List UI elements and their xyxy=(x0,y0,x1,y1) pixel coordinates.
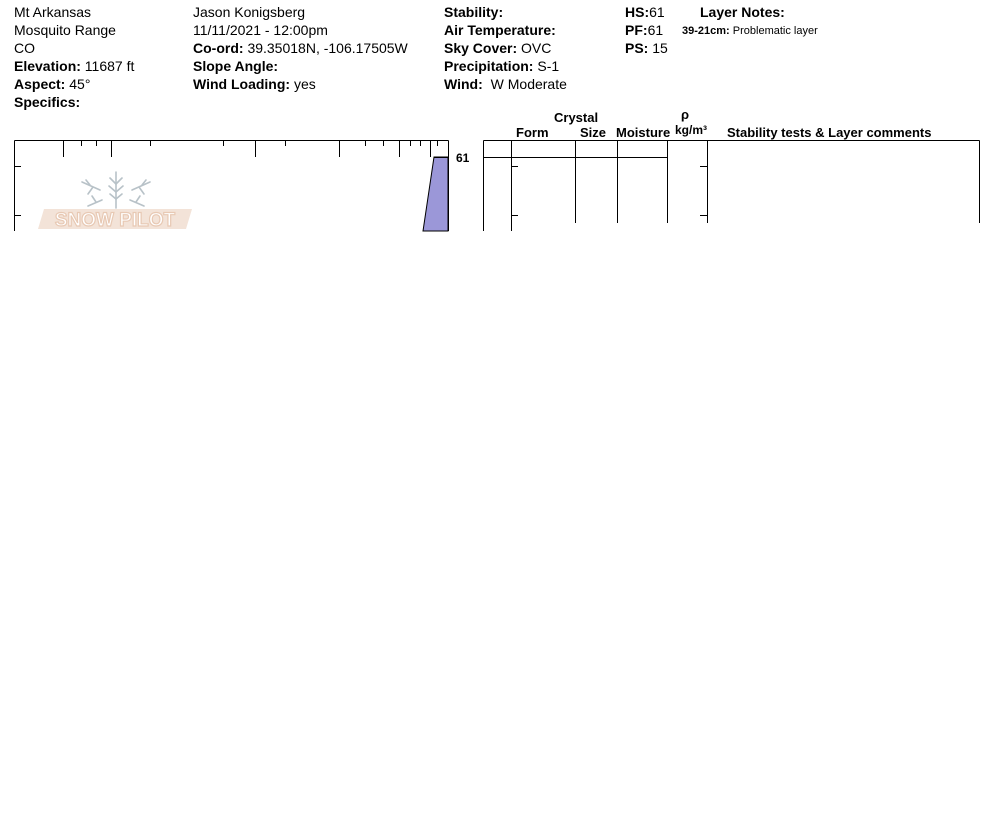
ps-label: PS: xyxy=(625,40,649,56)
aspect-label: Aspect: xyxy=(14,76,66,92)
hardness-fill xyxy=(423,157,448,231)
air-temperature-label: Air Temperature: xyxy=(444,22,556,38)
layer-notes-title: Layer Notes: xyxy=(700,4,785,20)
density-unit-header: kg/m³ xyxy=(675,123,708,137)
pf-label: PF: xyxy=(625,22,648,38)
sky-cover-value: OVC xyxy=(521,40,552,56)
layer-note-range: 39-21cm: xyxy=(682,25,730,37)
specifics-label: Specifics: xyxy=(14,94,81,110)
hs-value: 61 xyxy=(649,4,665,20)
top-depth-label: 61 xyxy=(456,151,470,165)
snowflake-icon xyxy=(82,172,150,208)
aspect-value: 45° xyxy=(69,76,91,92)
layer-table-grid xyxy=(484,141,980,232)
hs-label: HS: xyxy=(625,4,650,20)
observation-datetime: 11/11/2021 - 12:00pm xyxy=(193,22,328,38)
wind-label: Wind: xyxy=(444,76,483,92)
size-header: Size xyxy=(580,125,607,140)
form-header: Form xyxy=(516,125,549,140)
stability-label: Stability: xyxy=(444,4,504,20)
coord-label: Co-ord: xyxy=(193,40,244,56)
density-rho-header: ρ xyxy=(681,107,690,122)
sky-cover-label: Sky Cover: xyxy=(444,40,518,56)
wind-loading-label: Wind Loading: xyxy=(193,76,291,92)
crystal-header: Crystal xyxy=(554,110,599,125)
pf-value: 61 xyxy=(647,22,664,38)
logo-text: SNOW PILOT xyxy=(54,210,176,231)
elevation-value: 11687 ft xyxy=(84,58,135,74)
precipitation-label: Precipitation: xyxy=(444,58,534,74)
ps-value: 15 xyxy=(652,40,668,56)
state: CO xyxy=(14,40,35,56)
wind-loading-value: yes xyxy=(293,76,316,92)
coord-value: 39.35018N, -106.17505W xyxy=(247,40,408,56)
observer-name: Jason Konigsberg xyxy=(193,4,306,20)
wind-value: W Moderate xyxy=(490,76,567,92)
moisture-header: Moisture xyxy=(616,125,671,140)
elevation-label: Elevation: xyxy=(14,58,81,74)
comments-header: Stability tests & Layer comments xyxy=(727,125,932,140)
snow-pilot-logo xyxy=(38,172,192,231)
mountain-range: Mosquito Range xyxy=(14,22,116,38)
precipitation-value: S-1 xyxy=(537,58,560,74)
layer-note-text: Problematic layer xyxy=(732,25,818,37)
location-name: Mt Arkansas xyxy=(14,4,92,20)
slope-angle-label: Slope Angle: xyxy=(193,58,279,74)
